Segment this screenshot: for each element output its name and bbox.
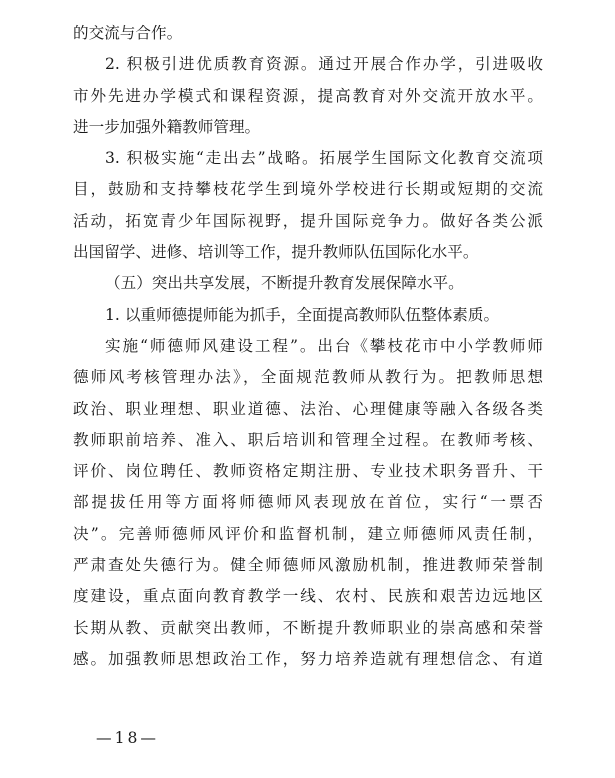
text-line-1: 的交流与合作。 — [73, 24, 183, 42]
text-line-10: 1. 以重师德提师能为抓手，全面提高教师队伍整体素质。 — [105, 305, 500, 324]
text-line-7: 活动，拓宽青少年国际视野，提升国际竞争力。做好各类公派 — [73, 211, 543, 230]
text-line-18: 严肃查处失德行为。健全师德师风激励机制，推进教师荣誉制 — [73, 556, 543, 575]
text-line-19: 度建设，重点面向教育教学一线、农村、民族和艰苦边远地区 — [73, 587, 543, 606]
text-line-16: 部提拔任用等方面将师德师风表现放在首位，实行“一票否 — [73, 493, 543, 512]
text-line-21: 感。加强教师思想政治工作，努力培养造就有理想信念、有道 — [73, 649, 543, 668]
text-line-17: 决”。完善师德师风评价和监督机制，建立师德师风责任制， — [73, 524, 543, 543]
section-heading: （五）突出共享发展，不断提升教育发展保障水平。 — [105, 274, 464, 293]
text-line-3: 市外先进办学模式和课程资源，提高教育对外交流开放水平。 — [73, 86, 543, 105]
text-line-2: 2. 积极引进优质教育资源。通过开展合作办学，引进吸收 — [105, 55, 543, 74]
text-line-20: 长期从教、贡献突出教师，不断提升教师职业的崇高感和荣誉 — [73, 618, 543, 637]
text-line-11: 实施“师德师风建设工程”。出台《攀枝花市中小学教师师 — [105, 336, 543, 355]
text-line-8: 出国留学、进修、培训等工作，提升教师队伍国际化水平。 — [73, 243, 479, 262]
text-line-13: 政治、职业理想、职业道德、法治、心理健康等融入各级各类 — [73, 399, 543, 418]
text-line-5: 3. 积极实施“走出去”战略。拓展学生国际文化教育交流项 — [105, 149, 543, 168]
text-line-15: 评价、岗位聘任、教师资格定期注册、专业技术职务晋升、干 — [73, 462, 543, 481]
text-line-12: 德师风考核管理办法》，全面规范教师从教行为。把教师思想 — [73, 368, 543, 387]
text-line-4: 进一步加强外籍教师管理。 — [73, 117, 261, 136]
text-line-14: 教师职前培养、准入、职后培训和管理全过程。在教师考核、 — [73, 430, 543, 449]
page-number: —18— — [96, 729, 160, 747]
text-line-6: 目，鼓励和支持攀枝花学生到境外学校进行长期或短期的交流 — [73, 180, 543, 199]
body-text — [73, 18, 543, 675]
